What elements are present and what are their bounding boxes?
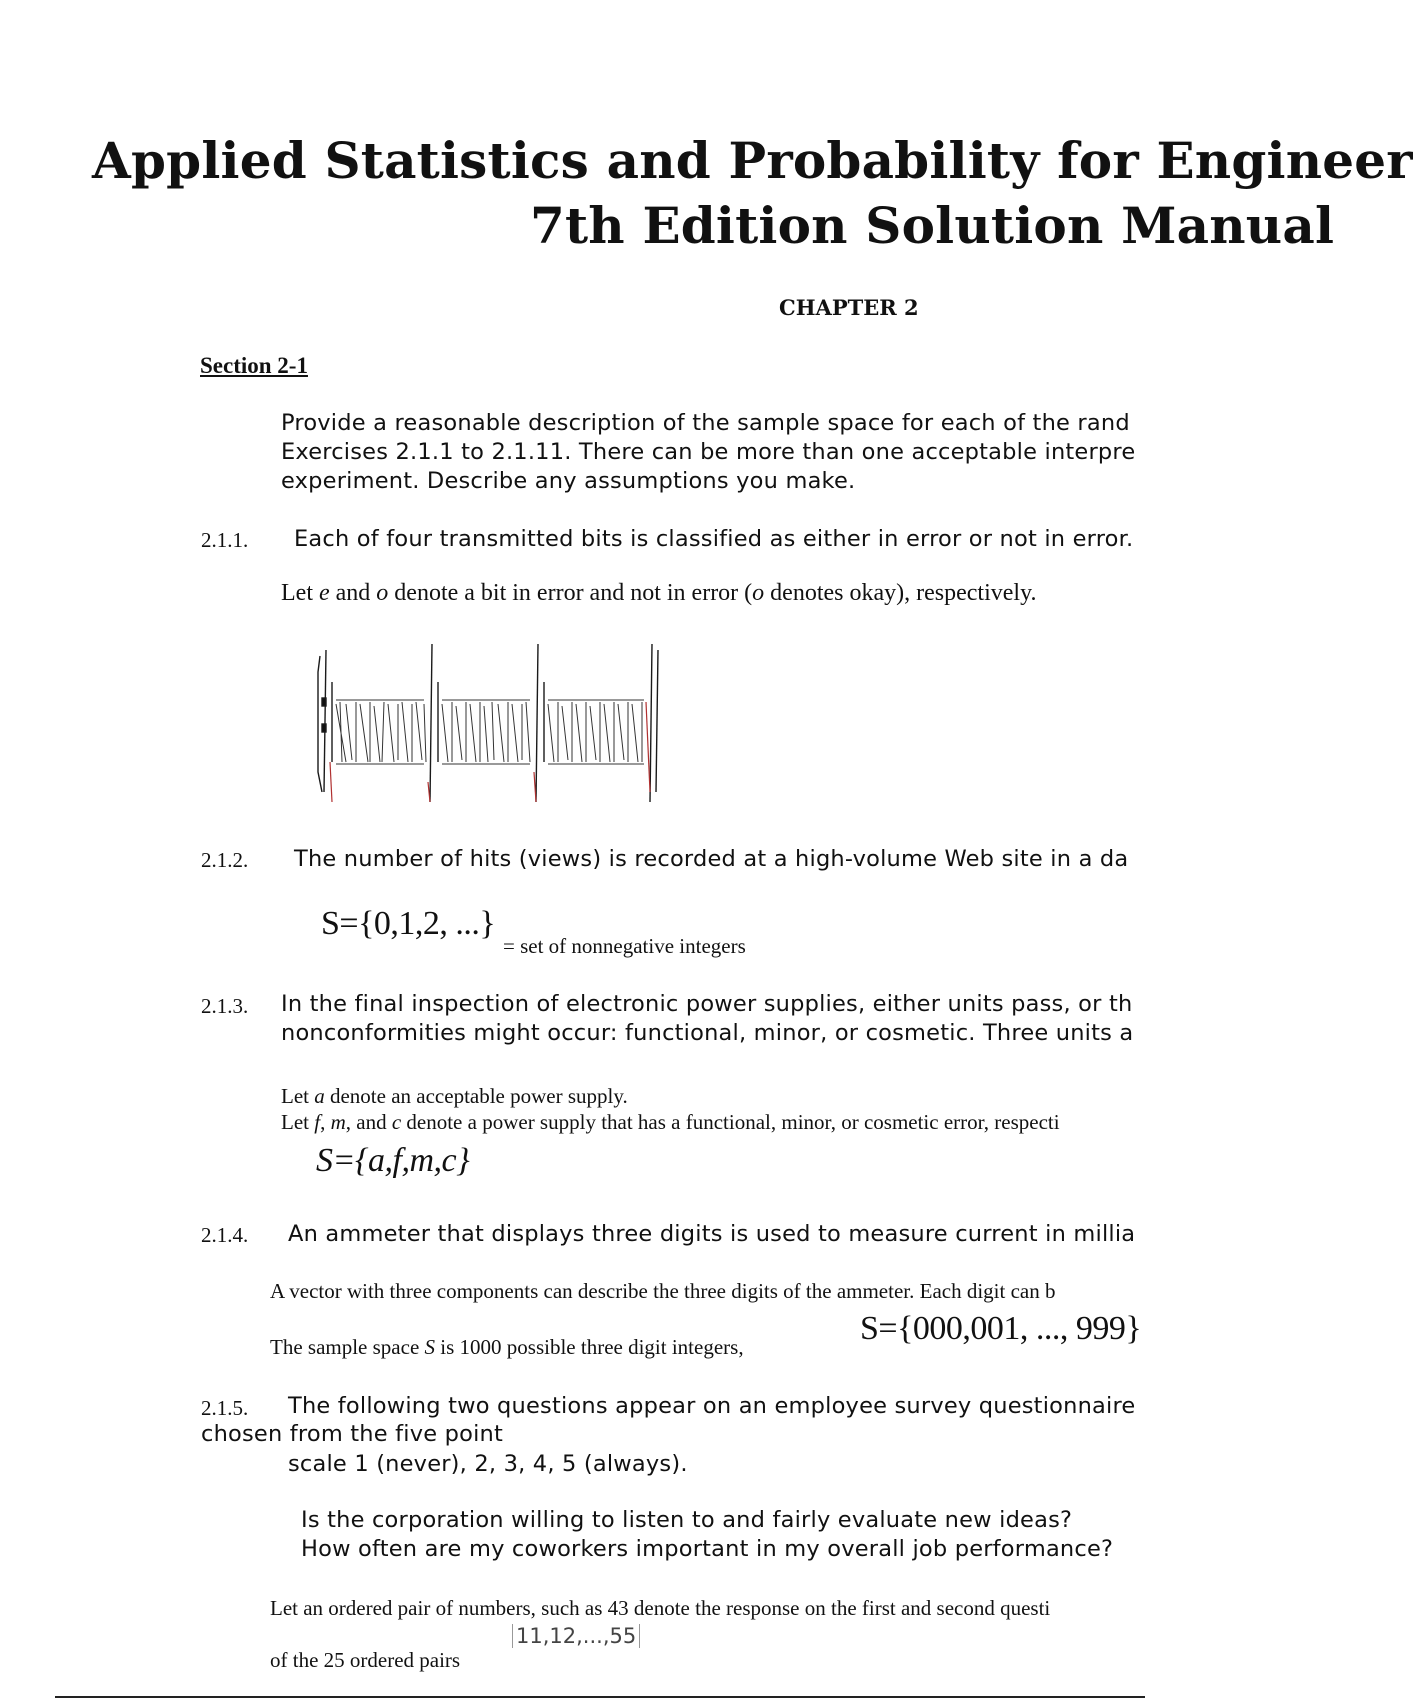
exercise-answer-line-2: Let f, m, and c denote a power supply that has a functional, minor, or cosmetic error, respecti	[281, 1110, 1060, 1134]
exercise-question: Each of four transmitted bits is classified as either in error or not in error.	[294, 526, 1134, 552]
exercise-question	[281, 990, 1133, 1048]
exercise-number: 2.1.3.	[201, 994, 249, 1018]
exercise-number: 2.1.1.	[201, 528, 249, 552]
document-title-line-2: 7th Edition Solution Manual	[530, 196, 1335, 255]
intro-paragraph	[281, 409, 1135, 496]
question-line-2: nonconformities might occur: functional, minor, or cosmetic. Three units a	[281, 1020, 1134, 1046]
sample-space-set: S={000,001, ..., 999}	[860, 1310, 1142, 1347]
sample-space-equation-image	[312, 642, 672, 806]
exercise-number: 2.1.2.	[201, 848, 249, 872]
exercise-question-line-3: scale 1 (never), 2, 3, 4, 5 (always).	[288, 1451, 688, 1477]
intro-line-2: Exercises 2.1.1 to 2.1.11. There can be more than one acceptable interpre	[281, 439, 1136, 465]
exercise-question: The number of hits (views) is recorded at a high-volume Web site in a da	[294, 846, 1129, 872]
document-title-line-1: Applied Statistics and Probability for Engineer	[92, 131, 1413, 190]
exercise-answer-line-2: of the 25 ordered pairs	[270, 1648, 461, 1672]
page-bottom-rule	[55, 1696, 1145, 1698]
question-line-1: In the final inspection of electronic power supplies, either units pass, or th	[281, 991, 1133, 1017]
section-heading: Section 2-1	[200, 353, 308, 378]
exercise-answer-line-2: The sample space S is 1000 possible three digit integers,	[270, 1335, 744, 1359]
exercise-answer-line-1: Let a denote an acceptable power supply.	[281, 1084, 628, 1108]
exercise-number: 2.1.4.	[201, 1223, 249, 1247]
ordered-pairs-set: 11,12,...,55	[512, 1624, 640, 1648]
exercise-question-line-1: The following two questions appear on an employee survey questionnaire	[288, 1393, 1136, 1419]
exercise-question: An ammeter that displays three digits is used to measure current in millia	[288, 1221, 1136, 1247]
chapter-heading: CHAPTER 2	[779, 295, 919, 320]
sample-space-note: = set of nonnegative integers	[503, 934, 746, 958]
exercise-number: 2.1.5.	[201, 1396, 249, 1420]
exercise-answer-line-1: Let an ordered pair of numbers, such as 43 denote the response on the first and second questi	[270, 1596, 1051, 1620]
intro-line-3: experiment. Describe any assumptions you make.	[281, 468, 856, 494]
exercise-answer: Let e and o denote a bit in error and not in error (o denotes okay), respectively.	[281, 580, 1037, 606]
survey-question-1: Is the corporation willing to listen to and fairly evaluate new ideas?	[301, 1507, 1073, 1533]
sample-space-set: S={0,1,2, ...}	[321, 905, 496, 942]
intro-line-1: Provide a reasonable description of the sample space for each of the rand	[281, 410, 1130, 436]
exercise-question-line-2: chosen from the five point	[201, 1421, 504, 1447]
survey-question-2: How often are my coworkers important in my overall job performance?	[301, 1536, 1114, 1562]
exercise-answer-line-1: A vector with three components can describe the three digits of the ammeter. Each digit can b	[270, 1279, 1056, 1303]
sample-space-set: S={a,f,m,c}	[316, 1142, 470, 1179]
